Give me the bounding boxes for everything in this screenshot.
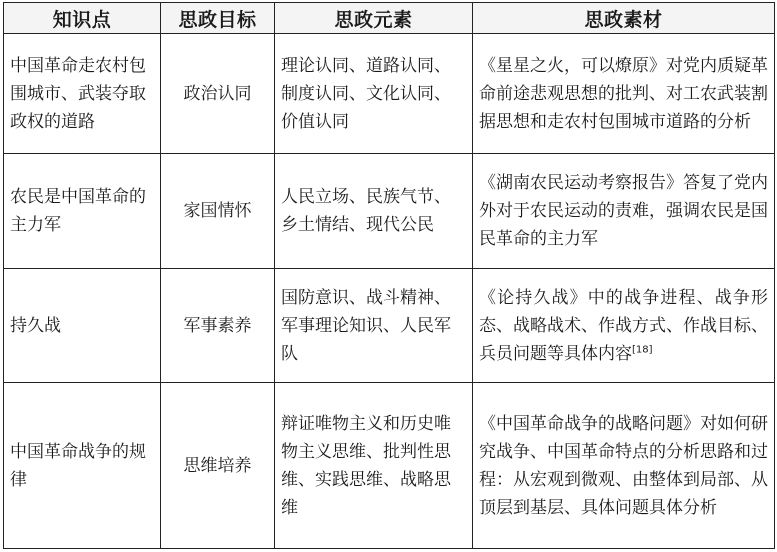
ideology-course-table <box>3 2 775 549</box>
ideology-goal-cell: 思维培养 <box>161 383 275 549</box>
ideology-element-cell: 人民立场、民族气节、乡土情结、现代公民 <box>275 154 473 269</box>
citation-marker: [18] <box>632 343 653 355</box>
material-text: 《湖南农民运动考察报告》答复了党内外对于农民运动的责难，强调农民是国民革命的主力军 <box>479 173 768 249</box>
ideology-goal-cell: 军事素养 <box>161 269 275 383</box>
ideology-element-cell: 辩证唯物主义和历史唯物主义思维、批判性思维、实践思维、战略思维 <box>275 383 473 549</box>
ideology-material-cell <box>473 269 775 383</box>
header-row <box>4 3 775 34</box>
ideology-goal-cell: 政治认同 <box>161 34 275 154</box>
header-ideology-element: 思政元素 <box>275 3 473 34</box>
material-text: 《星星之火，可以燎原》对党内质疑革命前途悲观思想的批判、对工农武装割据思想和走农村包围城市道路的分析 <box>479 55 768 132</box>
course-table-sheet <box>3 2 774 549</box>
ideology-element-cell: 国防意识、战斗精神、军事理论知识、人民军队 <box>275 269 473 383</box>
knowledge-point-cell: 中国革命战争的规律 <box>4 383 161 549</box>
ideology-goal-cell: 家国情怀 <box>161 154 275 269</box>
table-row <box>4 34 775 154</box>
knowledge-point-cell: 持久战 <box>4 269 161 383</box>
header-ideology-goal: 思政目标 <box>161 3 275 34</box>
table-row <box>4 383 775 549</box>
knowledge-point-cell: 中国革命走农村包围城市、武装夺取政权的道路 <box>4 34 161 154</box>
material-text: 《论持久战》中的战争进程、战争形态、战略战术、作战方式、作战目标、兵员问题等具体内容 <box>479 287 768 364</box>
ideology-element-cell: 理论认同、道路认同、制度认同、文化认同、价值认同 <box>275 34 473 154</box>
table-row <box>4 154 775 269</box>
knowledge-point-cell: 农民是中国革命的主力军 <box>4 154 161 269</box>
header-ideology-material: 思政素材 <box>473 3 775 34</box>
header-knowledge-point: 知识点 <box>4 3 161 34</box>
ideology-material-cell <box>473 383 775 549</box>
ideology-material-cell <box>473 34 775 154</box>
material-text: 《中国革命战争的战略问题》对如何研究战争、中国革命特点的分析思路和过程：从宏观到微观、由整体到局部、从顶层到基层、具体问题具体分析 <box>479 413 768 518</box>
table-row <box>4 269 775 383</box>
ideology-material-cell <box>473 154 775 269</box>
